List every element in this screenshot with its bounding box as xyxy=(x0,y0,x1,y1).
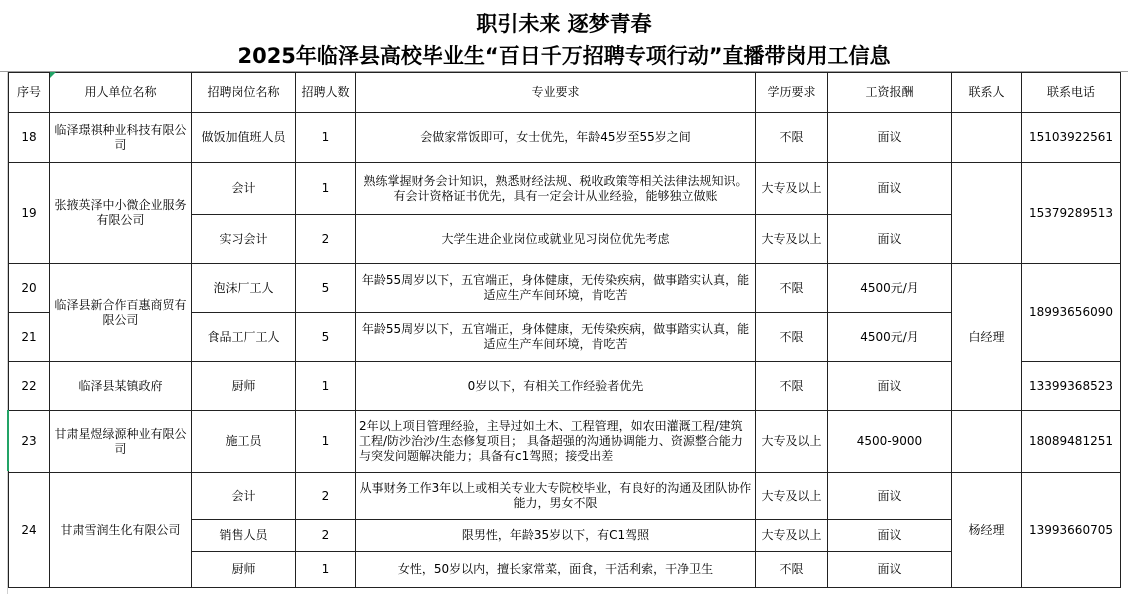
cell-contact[interactable]: 白经理 xyxy=(952,264,1022,411)
cell-count[interactable]: 1 xyxy=(296,552,356,588)
header-requirement[interactable]: 专业要求 xyxy=(356,73,756,113)
table-row xyxy=(9,264,1121,313)
cell-requirement[interactable]: 2年以上项目管理经验，主导过如土木、工程管理，如农田灌溉工程/建筑工程/防沙治沙/生态修复项目； 具备超强的沟通协调能力、资源整合能力与突发问题解决能力；具备有c1驾照；接受出差 xyxy=(356,411,756,473)
cell-salary[interactable]: 面议 xyxy=(828,362,952,411)
cell-phone[interactable]: 15103922561 xyxy=(1022,113,1121,163)
cell-count[interactable]: 1 xyxy=(296,163,356,215)
cell-requirement[interactable]: 0岁以下，有相关工作经验者优先 xyxy=(356,362,756,411)
cell-education[interactable]: 大专及以上 xyxy=(756,520,828,552)
cell-requirement[interactable]: 熟练掌握财务会计知识，熟悉财经法规、税收政策等相关法律法规知识。有会计资格证书优先，具有一定会计从业经验，能够独立做账 xyxy=(356,163,756,215)
cell-requirement[interactable]: 年龄55周岁以下，五官端正，身体健康，无传染疾病，做事踏实认真，能适应生产车间环境，肯吃苦 xyxy=(356,313,756,362)
title-area xyxy=(0,0,1128,72)
cell-comment-marker xyxy=(50,72,56,78)
cell-count[interactable]: 1 xyxy=(296,113,356,163)
cell-salary[interactable]: 4500元/月 xyxy=(828,264,952,313)
header-contact[interactable]: 联系人 xyxy=(952,73,1022,113)
cell-employer[interactable]: 临泽璟祺种业科技有限公司 xyxy=(50,113,192,163)
header-phone[interactable]: 联系电话 xyxy=(1022,73,1121,113)
cell-seq[interactable]: 18 xyxy=(9,113,50,163)
cell-requirement[interactable]: 女性，50岁以内，擅长家常菜，面食，干活利索，干净卫生 xyxy=(356,552,756,588)
cell-seq[interactable]: 24 xyxy=(9,473,50,588)
cell-position[interactable]: 厨师 xyxy=(192,552,296,588)
cell-requirement[interactable]: 从事财务工作3年以上或相关专业大专院校毕业，有良好的沟通及团队协作能力，男女不限 xyxy=(356,473,756,520)
cell-position[interactable]: 会计 xyxy=(192,163,296,215)
cell-education[interactable]: 不限 xyxy=(756,362,828,411)
cell-contact[interactable] xyxy=(952,411,1022,473)
cell-phone[interactable]: 18089481251 xyxy=(1022,411,1121,473)
cell-employer[interactable]: 甘肃星煜绿源种业有限公司 xyxy=(50,411,192,473)
cell-employer[interactable]: 临泽县新合作百惠商贸有限公司 xyxy=(50,264,192,362)
cell-count[interactable]: 2 xyxy=(296,473,356,520)
table-row xyxy=(9,113,1121,163)
cell-contact[interactable] xyxy=(952,163,1022,264)
cell-employer[interactable]: 甘肃雪润生化有限公司 xyxy=(50,473,192,588)
cell-position[interactable]: 销售人员 xyxy=(192,520,296,552)
cell-seq[interactable]: 22 xyxy=(9,362,50,411)
title-line-1: 职引未来 逐梦青春 xyxy=(476,12,652,36)
title-line-2: 2025年临泽县高校毕业生“百日千万招聘专项行动”直播带岗用工信息 xyxy=(237,44,891,68)
cell-position[interactable]: 泡沫厂工人 xyxy=(192,264,296,313)
cell-position[interactable]: 施工员 xyxy=(192,411,296,473)
cell-phone[interactable]: 15379289513 xyxy=(1022,163,1121,264)
cell-salary[interactable]: 面议 xyxy=(828,215,952,264)
header-row xyxy=(9,73,1121,113)
header-employer[interactable]: 用人单位名称 xyxy=(50,73,192,113)
cell-education[interactable]: 大专及以上 xyxy=(756,215,828,264)
header-position[interactable]: 招聘岗位名称 xyxy=(192,73,296,113)
cell-seq[interactable]: 21 xyxy=(9,313,50,362)
row-selection-marker xyxy=(7,410,9,471)
table-row xyxy=(9,163,1121,215)
cell-salary[interactable]: 面议 xyxy=(828,113,952,163)
cell-requirement[interactable]: 会做家常饭即可，女士优先，年龄45岁至55岁之间 xyxy=(356,113,756,163)
cell-count[interactable]: 2 xyxy=(296,520,356,552)
cell-seq[interactable]: 19 xyxy=(9,163,50,264)
cell-seq[interactable]: 20 xyxy=(9,264,50,313)
cell-count[interactable]: 2 xyxy=(296,215,356,264)
header-salary[interactable]: 工资报酬 xyxy=(828,73,952,113)
cell-salary[interactable]: 面议 xyxy=(828,473,952,520)
cell-requirement[interactable]: 大学生进企业岗位或就业见习岗位优先考虑 xyxy=(356,215,756,264)
cell-position[interactable]: 实习会计 xyxy=(192,215,296,264)
cell-contact[interactable]: 杨经理 xyxy=(952,473,1022,588)
table-row xyxy=(9,473,1121,520)
cell-education[interactable]: 大专及以上 xyxy=(756,163,828,215)
cell-requirement[interactable]: 年龄55周岁以下，五官端正，身体健康，无传染疾病，做事踏实认真，能适应生产车间环境，肯吃苦 xyxy=(356,264,756,313)
cell-count[interactable]: 1 xyxy=(296,411,356,473)
cell-phone[interactable]: 13993660705 xyxy=(1022,473,1121,588)
recruitment-table xyxy=(8,72,1121,588)
cell-phone[interactable]: 18993656090 xyxy=(1022,264,1121,362)
cell-education[interactable]: 大专及以上 xyxy=(756,473,828,520)
cell-education[interactable]: 不限 xyxy=(756,264,828,313)
table-row xyxy=(9,411,1121,473)
cell-education[interactable]: 不限 xyxy=(756,313,828,362)
cell-salary[interactable]: 面议 xyxy=(828,163,952,215)
header-education[interactable]: 学历要求 xyxy=(756,73,828,113)
cell-count[interactable]: 5 xyxy=(296,313,356,362)
cell-employer[interactable]: 张掖英泽中小微企业服务有限公司 xyxy=(50,163,192,264)
cell-count[interactable]: 5 xyxy=(296,264,356,313)
row-header-stub xyxy=(0,72,8,594)
cell-salary[interactable]: 面议 xyxy=(828,520,952,552)
cell-salary[interactable]: 面议 xyxy=(828,552,952,588)
cell-education[interactable]: 不限 xyxy=(756,113,828,163)
cell-position[interactable]: 厨师 xyxy=(192,362,296,411)
cell-contact[interactable] xyxy=(952,113,1022,163)
cell-education[interactable]: 不限 xyxy=(756,552,828,588)
cell-seq[interactable]: 23 xyxy=(9,411,50,473)
header-seq[interactable]: 序号 xyxy=(9,73,50,113)
cell-position[interactable]: 会计 xyxy=(192,473,296,520)
cell-salary[interactable]: 4500-9000 xyxy=(828,411,952,473)
cell-phone[interactable]: 13399368523 xyxy=(1022,362,1121,411)
cell-employer[interactable]: 临泽县某镇政府 xyxy=(50,362,192,411)
header-count[interactable]: 招聘人数 xyxy=(296,73,356,113)
cell-count[interactable]: 1 xyxy=(296,362,356,411)
cell-education[interactable]: 大专及以上 xyxy=(756,411,828,473)
cell-position[interactable]: 食品工厂工人 xyxy=(192,313,296,362)
cell-salary[interactable]: 4500元/月 xyxy=(828,313,952,362)
cell-position[interactable]: 做饭加值班人员 xyxy=(192,113,296,163)
cell-requirement[interactable]: 限男性，年龄35岁以下，有C1驾照 xyxy=(356,520,756,552)
